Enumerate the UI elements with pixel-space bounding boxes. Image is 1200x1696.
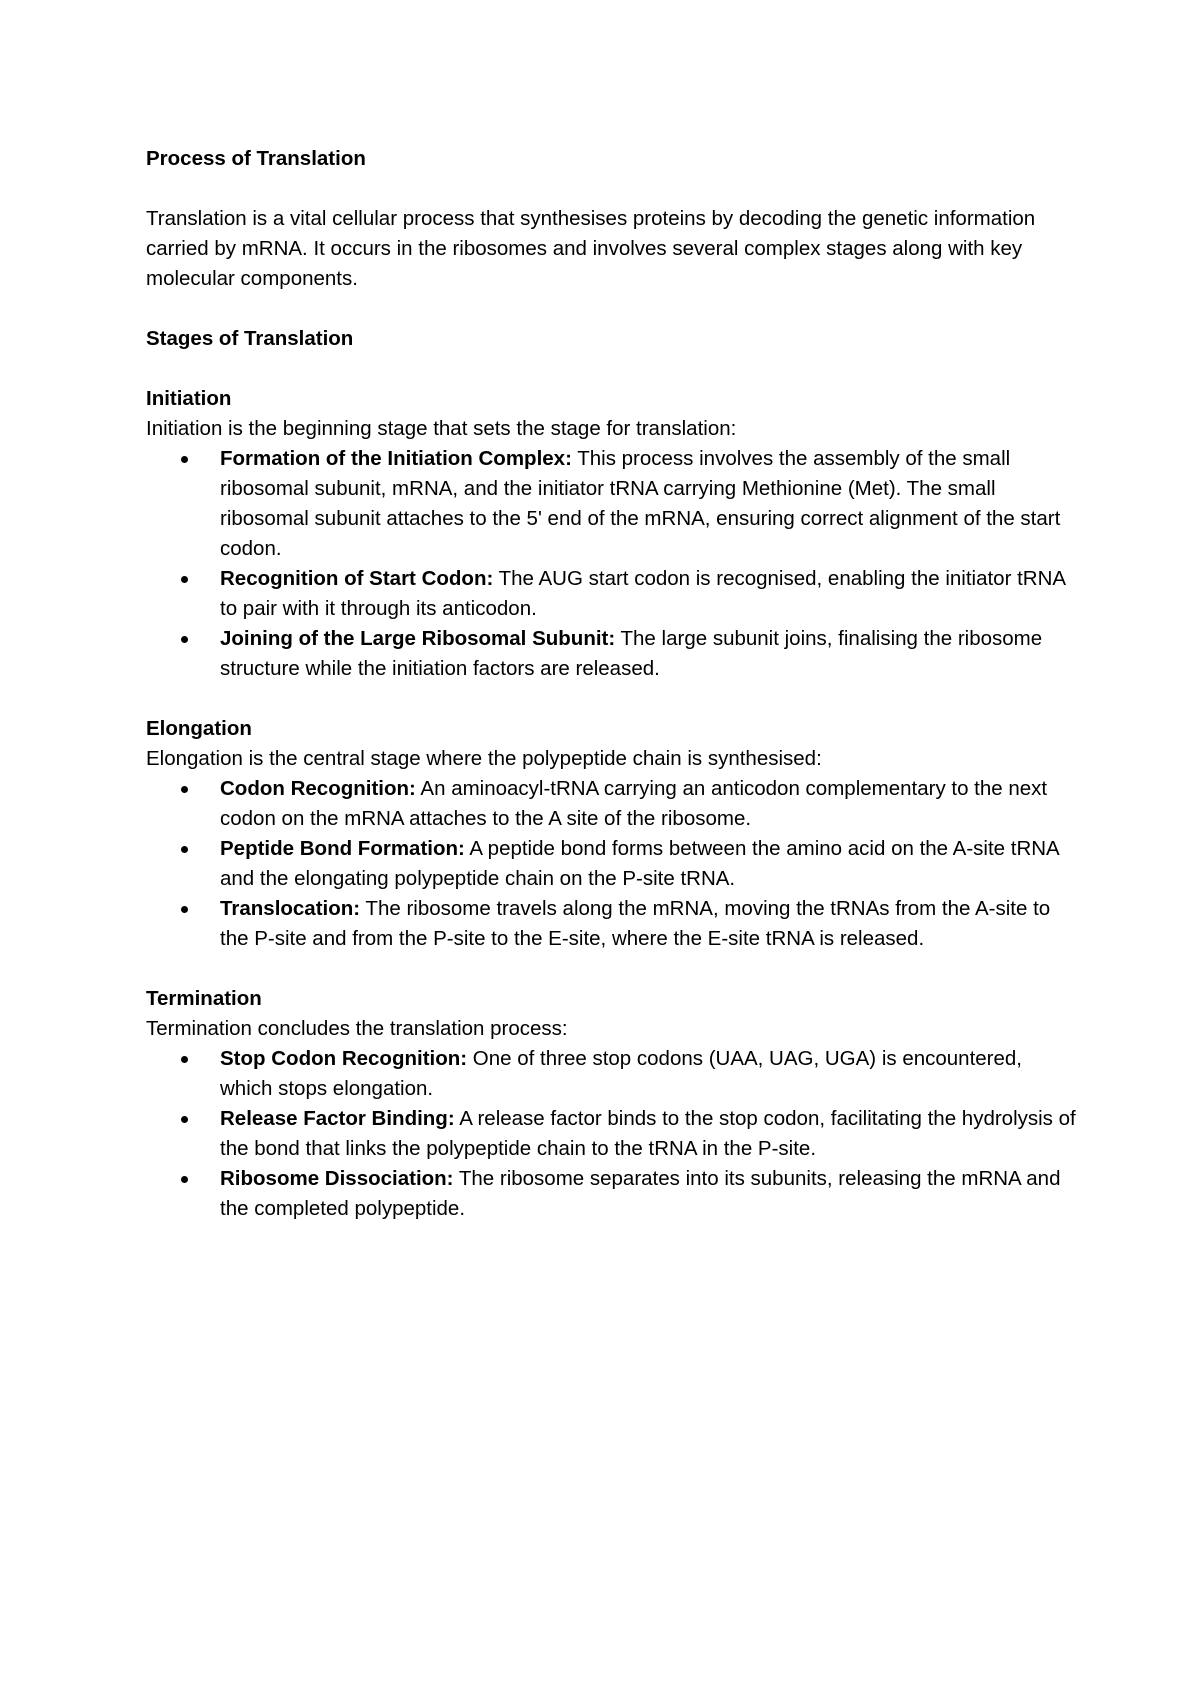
bullet-icon — [181, 1116, 188, 1123]
item-text: The ribosome separates into its subunits, releasing the mRNA and the completed polypeptide. — [220, 1167, 1061, 1220]
intro-paragraph: Translation is a vital cellular process that synthesises proteins by decoding the genetic information carried by mRNA. It occurs in the ribosomes and involves several complex stages along with key molecular components. — [146, 207, 1036, 290]
bullet-list — [146, 444, 1076, 684]
stage-termination — [146, 984, 1076, 1224]
stage-title: Initiation — [146, 387, 232, 410]
item-text: The AUG start codon is recognised, enabling the initiator tRNA to pair with it through its anticodon. — [220, 567, 1065, 620]
item-term: Ribosome Dissociation: — [220, 1167, 454, 1190]
item-term: Release Factor Binding: — [220, 1107, 455, 1130]
stage-intro: Initiation is the beginning stage that sets the stage for translation: — [146, 417, 737, 440]
stage-intro: Elongation is the central stage where the polypeptide chain is synthesised: — [146, 747, 822, 770]
stage-title: Elongation — [146, 717, 252, 740]
item-text: A release factor binds to the stop codon, facilitating the hydrolysis of the bond that links the polypeptide chain to the tRNA in the P-site. — [220, 1107, 1076, 1160]
item-text: This process involves the assembly of the small ribosomal subunit, mRNA, and the initiator tRNA carrying Methionine (Met). The small ribosomal subunit attaches to the 5' end of the mRNA, ensuring correct alignment of the start codon. — [220, 447, 1061, 560]
bullet-list — [146, 774, 1076, 954]
item-term: Recognition of Start Codon: — [220, 567, 494, 590]
section-heading: Stages of Translation — [146, 327, 354, 350]
item-text: The large subunit joins, finalising the ribosome structure while the initiation factors are released. — [220, 627, 1043, 680]
bullet-icon — [181, 906, 188, 913]
list-item — [146, 1044, 1076, 1104]
bullet-icon — [181, 846, 188, 853]
item-term: Translocation: — [220, 897, 361, 920]
list-item — [146, 774, 1076, 834]
list-item — [146, 1164, 1076, 1224]
document-page — [146, 144, 1076, 1224]
list-item — [146, 894, 1076, 954]
list-item — [146, 444, 1076, 564]
stage-initiation — [146, 384, 1076, 684]
item-term: Formation of the Initiation Complex: — [220, 447, 572, 470]
bullet-icon — [181, 1176, 188, 1183]
document-title: Process of Translation — [146, 147, 366, 170]
item-text: The ribosome travels along the mRNA, moving the tRNAs from the A-site to the P-site and from the P-site to the E-site, where the E-site tRNA is released. — [220, 897, 1051, 950]
list-item — [146, 1104, 1076, 1164]
list-item — [146, 624, 1076, 684]
item-text: An aminoacyl-tRNA carrying an anticodon complementary to the next codon on the mRNA attaches to the A site of the ribosome. — [220, 777, 1048, 830]
item-text: A peptide bond forms between the amino acid on the A-site tRNA and the elongating polypeptide chain on the P-site tRNA. — [220, 837, 1059, 890]
bullet-icon — [181, 1056, 188, 1063]
stage-elongation — [146, 714, 1076, 954]
stage-intro: Termination concludes the translation process: — [146, 1017, 568, 1040]
item-term: Codon Recognition: — [220, 777, 416, 800]
stage-title: Termination — [146, 987, 262, 1010]
item-term: Peptide Bond Formation: — [220, 837, 465, 860]
item-term: Stop Codon Recognition: — [220, 1047, 468, 1070]
list-item — [146, 564, 1076, 624]
bullet-icon — [181, 576, 188, 583]
item-term: Joining of the Large Ribosomal Subunit: — [220, 627, 616, 650]
item-text: One of three stop codons (UAA, UAG, UGA) is encountered, which stops elongation. — [220, 1047, 1022, 1100]
bullet-icon — [181, 636, 188, 643]
bullet-icon — [181, 786, 188, 793]
bullet-icon — [181, 456, 188, 463]
bullet-list — [146, 1044, 1076, 1224]
list-item — [146, 834, 1076, 894]
